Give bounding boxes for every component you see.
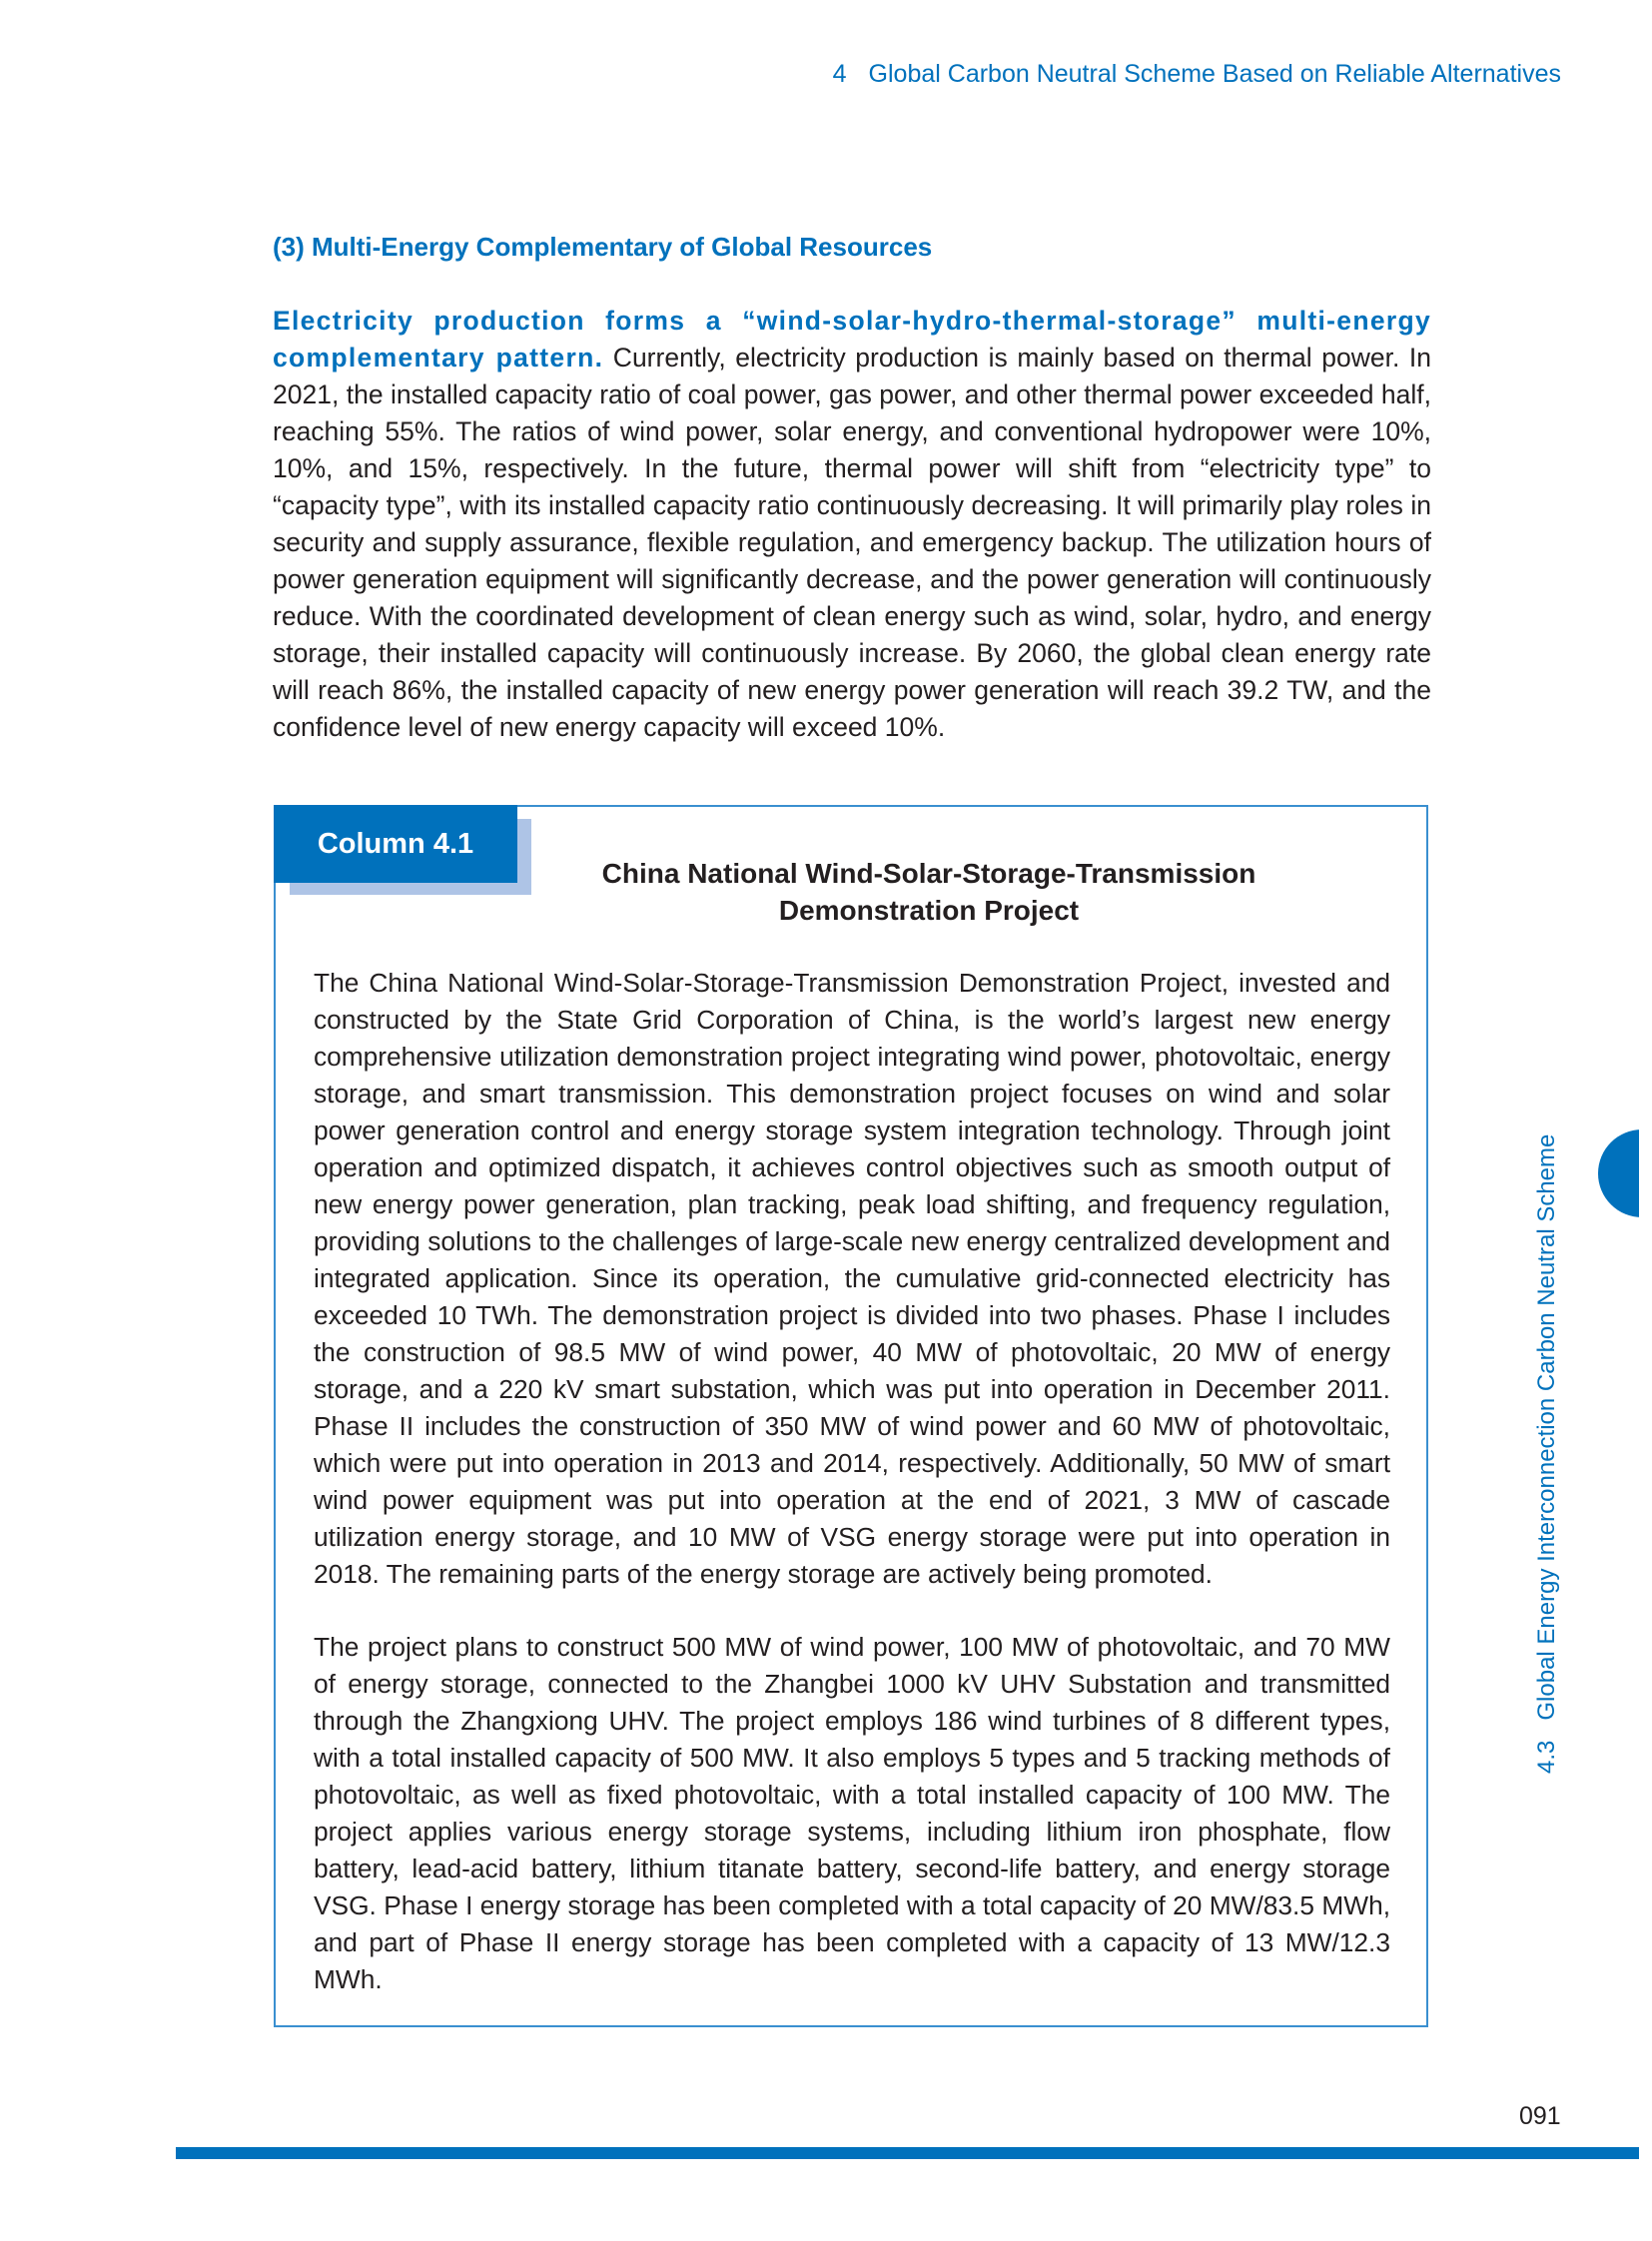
intro-paragraph bbox=[273, 303, 1431, 746]
running-header bbox=[833, 60, 1561, 89]
column-label-text: Column 4.1 bbox=[317, 827, 474, 860]
side-section-title: Global Energy Interconnection Carbon Neutral Scheme bbox=[1533, 1133, 1560, 1721]
column-paragraph: The project plans to construct 500 MW of wind power, 100 MW of photovoltaic, and 70 MW of energy storage, connected to the Zhangbei 1000 kV UHV Substation and transmitted through the Zhangxiong UHV. The project employs 186 wind turbines of 8 different types, with a total installed capacity of 500 MW. It also employs 5 types and 5 tracking methods of photovoltaic, as well as fixed photovoltaic, with a total installed capacity of 100 MW. The project applies various energy storage systems, including lithium iron phosphate, flow battery, lead-acid battery, lithium titanate battery, second-life battery, and energy storage VSG. Phase I energy storage has been completed with a total capacity of 20 MW/83.5 MWh, and part of Phase II energy storage has been completed with a capacity of 13 MW/12.3 MWh. bbox=[314, 1632, 1390, 1994]
chapter-title: Global Carbon Neutral Scheme Based on Reliable Alternatives bbox=[868, 60, 1561, 88]
chapter-number: 4 bbox=[832, 60, 847, 88]
side-section-number: 4.3 bbox=[1533, 1740, 1560, 1774]
lead-sentence: Electricity production forms a “wind-solar-hydro-thermal-storage” multi-energy complementary pattern. bbox=[273, 306, 1431, 373]
column-title-line2: Demonstration Project bbox=[778, 895, 1080, 926]
footer-bar bbox=[176, 2147, 1639, 2159]
column-title bbox=[559, 855, 1298, 929]
column-label bbox=[274, 805, 517, 883]
page-edge bbox=[1639, 1099, 1652, 1248]
section-title: (3) Multi-Energy Complementary of Global Resources bbox=[273, 232, 933, 262]
intro-body: Currently, electricity production is mainly based on thermal power. In 2021, the installed capacity ratio of coal power, gas power, and other thermal power exceeded half, reaching 55%. The ratios of wind power, solar energy, and conventional hydropower were 10%, 10%, and 15%, respectively. In the future, thermal power will shift from “electricity type” to “capacity type”, with its installed capacity ratio continuously decreasing. It will primarily play roles in security and supply assurance, flexible regulation, and emergency backup. The utilization hours of power generation equipment will significantly decrease, and the power generation will continuously reduce. With the coordinated development of clean energy such as wind, solar, hydro, and energy storage, their installed capacity will continuously increase. By 2060, the global clean energy rate will reach 86%, the installed capacity of new energy power generation will reach 39.2 TW, and the confidence level of new energy capacity will exceed 10%. bbox=[273, 343, 1431, 742]
page-number: 091 bbox=[1519, 2102, 1561, 2130]
column-paragraph: The China National Wind-Solar-Storage-Transmission Demonstration Project, invested and constructed by the State Grid Corporation of China, is the world’s largest new energy comprehensive utilization demonstration project integrating wind power, photovoltaic, energy storage, and smart transmission. This demonstration project focuses on wind and solar power generation control and energy storage system integration technology. Through joint operation and optimized dispatch, it achieves control objectives such as smooth output of new energy power generation, plan tracking, peak load shifting, and frequency regulation, providing solutions to the challenges of large-scale new energy centralized development and integrated application. Since its operation, the cumulative grid-connected electricity has exceeded 10 TWh. The demonstration project is divided into two phases. Phase I includes the construction of 98.5 MW of wind power, 40 MW of photovoltaic, 20 MW of energy storage, and a 220 kV smart substation, which was put into operation in December 2011. Phase II includes the construction of 350 MW of wind power and 60 MW of photovoltaic, which were put into operation in 2013 and 2014, respectively. Additionally, 50 MW of smart wind power equipment was put into operation at the end of 2021, 3 MW of cascade utilization energy storage, and 10 MW of VSG energy storage were put into operation in 2018. The remaining parts of the energy storage are actively being promoted. bbox=[314, 968, 1390, 1589]
side-section-label bbox=[1533, 1134, 1561, 1774]
column-title-line1: China National Wind-Solar-Storage-Transmission bbox=[601, 858, 1256, 889]
